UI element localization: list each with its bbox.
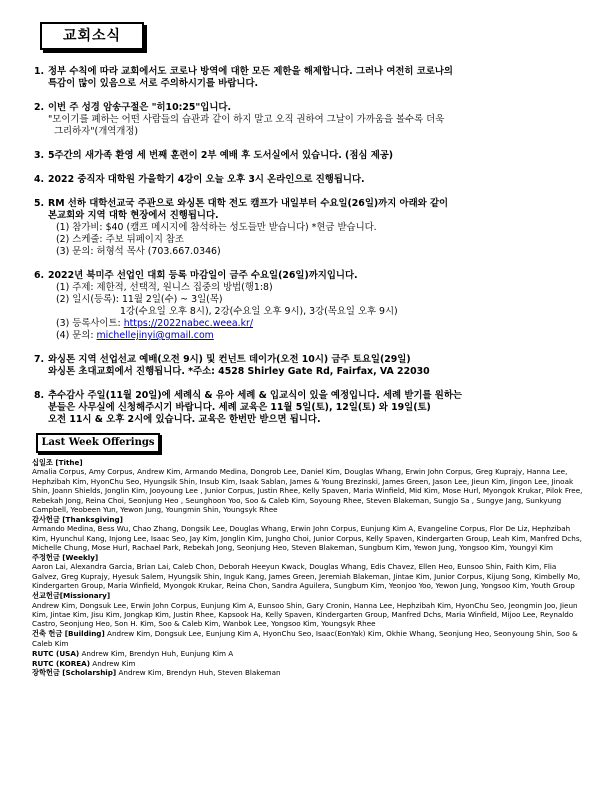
offering-category-names: Andrew Kim [92,658,136,668]
notice-sub-item: (3) 문의: 허형석 목사 (703.667.0346) [56,246,221,257]
offering-category-label: 건축 헌금 [Building] [32,629,105,639]
offerings-list [32,458,584,678]
offering-category-label: 감사헌금 [Thanksgiving] [32,514,123,524]
notice-number: 4. [34,174,45,185]
notice-number: 7. [34,354,45,365]
notice-line: 정부 수칙에 따라 교회에서도 코로나 방역에 대한 모든 제한을 해제합니다. 그러나 여전히 코로나의 [48,66,453,77]
offering-category-label: 선교헌금[Missionary] [32,591,111,601]
offering-category-names: Amalia Corpus, Amy Corpus, Andrew Kim, Armando Medina, Dongrob Lee, Daniel Kim, Douglas Whang, Erwin John Corpus, Greg Kuprajy, Hanna Lee, Hephzibah Kim, HyonChu Seo, Hyungsik Shin, Insub Kim, Isaak Sablan, James & Young Brezinski, James Green, Jason Lee, Jieun Kim, Jingon Lee, Jinoak Shin, Joann Shields, Jonglin Kim, Jooyoung Lee , Junior Corpus, Justin Rhee, Kelly Spaven, Maria Winfield, Mid Kim, Mose Hurl, Myongok Krukar, Pilok Free, Rebekah Jong, Reina Choi, Seonjung Heo , Seunghoon Yoo, Soo & Caleb Kim, Soyoung Rhee, Steven Blakeman, Sungjo Sa , Sungye Jang, Sunkyung Campbell, Yeobeen Yun, Yewon Jung, Youngmin Shin, Youngsyk Rhee [32,467,583,515]
notice-item [34,198,586,258]
notice-sub-item: (2) 일시(등록): 11월 2일(수) ~ 3일(목) [56,294,223,305]
offering-category-label: RUTC (USA) [32,648,80,658]
notice-headline: 이번 주 성경 암송구절은 "히10:25"입니다. [48,102,232,113]
offering-category-label: 주정헌금 [Weekly] [32,553,99,563]
offering-category [32,629,584,648]
notice-line: 2022년 북미주 선업인 대회 등록 마감일이 금주 수요일(26일)까지입니다. [48,270,358,281]
offering-category [32,649,584,658]
notice-line: 와싱톤 지역 선업선교 예배(오전 9시) 및 컨넌트 데이가(오전 10시) 금주 토요일(29일) [48,354,411,365]
notice-line: 2022 중직자 대학원 가을학기 4강이 오늘 오후 3시 온라인으로 진행됩니다. [48,174,365,185]
notice-sub-label: (4) 문의: [56,330,97,341]
offering-category-label: RUTC (KOREA) [32,658,90,668]
notice-list [34,66,586,438]
offering-category-names: Aaron Lai, Alexandra Garcia, Brian Lai, Caleb Chon, Deborah Heeyun Kwack, Douglas Whang, Edis Chavez, Ellen Heo, Eunsoo Shin, Faith Kim, Flia Galvez, Greg Kuprajy, Hyesuk Salem, Hyungsik Shin, Inguk Kang, James Green, Jeremiah Blakeman, Jintae Kim, Junior Corpus, Kijung Song, Kimbelly Mo, Kindergarten Group, Maria Winfield, Myongok Krukar, Reina Chon, Sandra Aguilera, Sungbum Kim, Yeonjoo Yoo, Yewon Jung, Yongsoo Kim, Youth Group [32,562,581,591]
notice-number: 2. [34,102,45,113]
offering-category [32,591,584,629]
registration-link[interactable]: https://2022nabec.weea.kr/ [123,318,254,329]
notice-line: 추수감사 주일(11월 20일)에 세례식 & 유아 세례 & 입교식이 있을 예정입니다. 세례 받기를 원하는 [48,390,462,401]
offering-category-label: 장학헌금 [Scholarship] [32,668,117,678]
offering-category-names: Andrew Kim, Dongsuk Lee, Erwin John Corpus, Eunjung Kim A, Eunsoo Shin, Gary Cronin, Hanna Lee, Hephzibah Kim, HyonChu Seo, Jeongmin Joo, Jieun Kim, Jintae Kim, Jisu Kim, Jongkap Kim, Justin Rhee, Kapsook Ha, Kelly Spaven, Kindergarten Group, Manfred Dchs, Maria Winfield, Mijoo Lee, Reynaldo Castro, Seonjung Heo, Son H. Kim, Soo & Caleb Kim, Wanbok Lee, Yongsoo Kim, Youngsyk Rhee [32,600,578,629]
notice-item [34,150,586,162]
notice-number: 8. [34,390,45,401]
notice-item [34,354,586,378]
offering-category-names: Andrew Kim, Brendyn Huh, Eunjung Kim A [81,648,234,658]
notice-sub-item [48,330,586,342]
offering-category-names: Armando Medina, Bess Wu, Chao Zhang, Dongsik Lee, Douglas Whang, Erwin John Corpus, Eunjung Kim A, Evangeline Corpus, Flor De Liz, Hephzibah Kim, Hyunchul Kang, Injong Lee, Isaac Seo, Jay Kim, Jonglin Kim, Jungho Choi, Junior Corpus, Kelly Spaven, Kindergarten Group, Leah Kim, Manfred Dchs, Michelle Chung, Mose Hurl, Rachael Park, Rebekah Jong, Seonjung Heo, Steven Blakeman, Sungbum Kim, Yewon Jung, Yongsoo Kim, Youngyi Kim [32,524,582,553]
notice-line: 특감이 많이 있음으로 서로 주의하시기를 바랍니다. [48,78,259,89]
notice-sub-item [48,318,586,330]
notice-line: 그리하자"(개역개정) [54,126,139,137]
notice-sub-label: (3) 등록사이트: [56,318,124,329]
notice-line: "모이기를 폐하는 어떤 사람들의 습관과 같이 하지 말고 오직 권하여 그날이 가까움을 볼수록 더욱 [48,114,445,125]
notice-line: 5주간의 새가족 환영 세 번째 훈련이 2부 예배 후 도서실에서 있습니다. (점심 제공) [48,150,394,161]
offerings-title: Last Week Offerings [36,433,160,453]
offering-category-label: 십일조 [Tithe] [32,458,83,467]
notice-line: 본교회와 지역 대학 현장에서 진행됩니다. [48,210,219,221]
notice-sub-item: (2) 스케줄: 주보 뒤페이지 참조 [56,234,184,245]
notice-line: RM 선하 대학선교국 주관으로 와싱톤 대학 전도 캠프가 내일부터 수요일(26일)까지 아래와 같이 [48,198,449,209]
notice-item [34,390,586,426]
notice-line: 분들은 사무실에 신청해주시기 바랍니다. 세례 교육은 11월 5일(토), 12일(토) 와 19일(토) [48,402,431,413]
offering-category [32,668,584,677]
notice-item [34,174,586,186]
page-title: 교회소식 [40,22,144,50]
offering-category [32,458,584,514]
offering-category-names: Andrew Kim, Dongsuk Lee, Eunjung Kim A, HyonChu Seo, Isaac(EonYak) Kim, Okhie Whang, Seonjung Heo, Seonyoung Shin, Soo & Caleb Kim [32,629,578,648]
notice-number: 6. [34,270,45,281]
notice-item [34,102,586,138]
notice-sub-item: (1) 주제: 제한적, 선택적, 원니스 집중의 방법(행1:8) [56,282,273,293]
notice-sub-item: 1강(수요일 오후 8시), 2강(수요일 오후 9시), 3강(목요일 오후 9시) [120,306,398,317]
offering-category [32,515,584,553]
notice-number: 1. [34,66,45,77]
notice-number: 3. [34,150,45,161]
notice-number: 5. [34,198,45,209]
notice-item [34,66,586,90]
notice-line: 와싱톤 초대교회에서 진행됩니다. *주소: 4528 Shirley Gate Rd, Fairfax, VA 22030 [48,366,430,377]
contact-email-link[interactable]: michellejinyi@gmail.com [96,330,214,341]
notice-sub-item: (1) 참가비: $40 (캠프 메시지에 참석하는 성도들만 받습니다) *현금 받습니다. [56,222,377,233]
offering-category [32,659,584,668]
offering-category-names: Andrew Kim, Brendyn Huh, Steven Blakeman [118,668,281,678]
notice-item [34,270,586,342]
notice-line: 오전 11시 & 오후 2시에 있습니다. 교육은 한번만 받으면 됩니다. [48,414,321,425]
offering-category [32,553,584,591]
